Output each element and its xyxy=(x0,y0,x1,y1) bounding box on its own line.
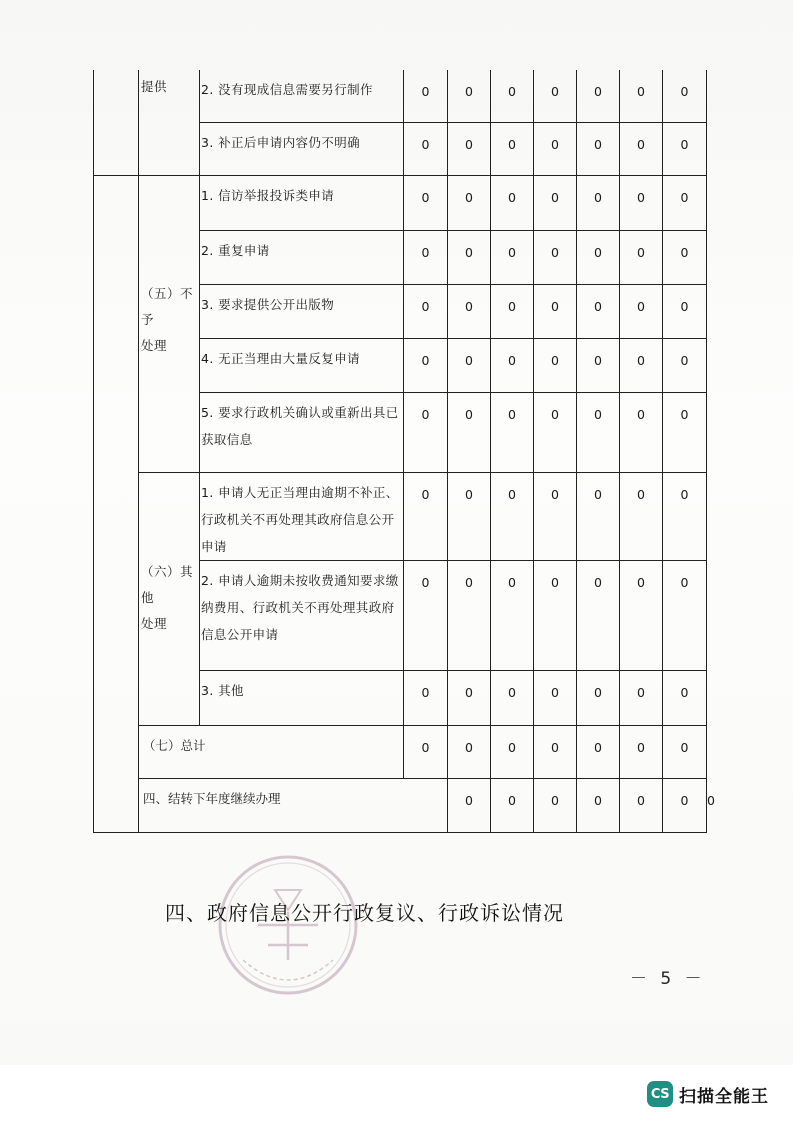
item-label: 3. 其他 xyxy=(200,670,404,725)
value-cell: 0 xyxy=(534,338,577,392)
value-cell: 0 xyxy=(620,284,663,338)
category-other-processing xyxy=(139,472,200,725)
value-cell: 0 xyxy=(620,778,663,832)
value-cell: 0 xyxy=(491,122,534,175)
value-cell: 0 xyxy=(577,392,620,472)
value-cell: 0 xyxy=(663,392,707,472)
value-cell: 0 xyxy=(534,472,577,560)
value-cell: 0 xyxy=(404,472,448,560)
item-label: 2. 重复申请 xyxy=(200,230,404,284)
value-cell: 0 xyxy=(534,392,577,472)
value-cell: 0 xyxy=(663,725,707,778)
value-cell: 0 xyxy=(577,230,620,284)
value-cell: 0 xyxy=(404,175,448,230)
section-heading: 四、政府信息公开行政复议、行政诉讼情况 xyxy=(165,901,564,925)
value-cell: 0 xyxy=(404,284,448,338)
category-not-processed xyxy=(139,175,200,472)
value-cell: 0 xyxy=(620,670,663,725)
value-cell: 0 xyxy=(491,230,534,284)
value-cell: 0 xyxy=(534,284,577,338)
value-cell: 0 xyxy=(404,338,448,392)
value-cell: 0 xyxy=(404,670,448,725)
value-cell: 0 xyxy=(577,725,620,778)
category-label-line1: （五）不予 xyxy=(141,285,194,327)
value-cell: 0 xyxy=(491,560,534,670)
brand-name: 扫描全能王 xyxy=(679,1086,769,1107)
value-cell: 0 xyxy=(534,725,577,778)
value-cell: 0 xyxy=(620,725,663,778)
value-cell: 0 xyxy=(663,175,707,230)
statistics-table xyxy=(93,70,707,833)
value-cell: 0 xyxy=(491,725,534,778)
value-cell: 0 xyxy=(577,560,620,670)
value-cell: 0 xyxy=(534,70,577,122)
value-cell: 0 xyxy=(491,392,534,472)
value-cell: 0 xyxy=(620,472,663,560)
value-cell: 0 xyxy=(577,122,620,175)
value-cell: 0 xyxy=(663,230,707,284)
value-cell: 0 xyxy=(448,230,491,284)
value-cell: 0 xyxy=(448,70,491,122)
value-cell: 0 xyxy=(448,472,491,560)
item-label: 2. 申请人逾期未按收费通知要求缴纳费用、行政机关不再处理其政府信息公开申请 xyxy=(200,560,404,670)
value-cell: 0 xyxy=(577,70,620,122)
value-cell: 0 xyxy=(448,122,491,175)
value-cell: 0 xyxy=(620,175,663,230)
value-cell: 0 xyxy=(620,122,663,175)
value-cell: 0 xyxy=(491,284,534,338)
value-cell: 0 xyxy=(448,560,491,670)
item-label: 1. 申请人无正当理由逾期不补正、行政机关不再处理其政府信息公开申请 xyxy=(200,472,404,560)
value-cell: 0 xyxy=(448,670,491,725)
value-cell: 0 xyxy=(577,778,620,832)
item-label: 5. 要求行政机关确认或重新出具已获取信息 xyxy=(200,392,404,472)
category-provide xyxy=(139,70,200,175)
category-label: 提供 xyxy=(141,79,168,94)
value-cell: 0 xyxy=(404,122,448,175)
item-label: 1. 信访举报投诉类申请 xyxy=(200,175,404,230)
value-cell: 0 xyxy=(663,778,707,832)
value-cell: 0 xyxy=(577,284,620,338)
value-cell: 0 xyxy=(491,472,534,560)
category-label-line1: （六）其他 xyxy=(141,563,194,605)
item-label: 3. 补正后申请内容仍不明确 xyxy=(200,122,404,175)
value-cell: 0 xyxy=(534,122,577,175)
value-cell: 0 xyxy=(620,230,663,284)
value-cell: 0 xyxy=(491,175,534,230)
table-spacer-cell xyxy=(94,175,139,832)
value-cell: 0 xyxy=(404,230,448,284)
value-cell: 0 xyxy=(448,725,491,778)
item-label: 3. 要求提供公开出版物 xyxy=(200,284,404,338)
value-cell: 0 xyxy=(663,284,707,338)
value-cell: 0 xyxy=(448,175,491,230)
table-spacer-cell xyxy=(94,70,139,175)
item-label: 4. 无正当理由大量反复申请 xyxy=(200,338,404,392)
table-row-carry-over xyxy=(94,778,707,832)
value-cell: 0 xyxy=(448,338,491,392)
cs-logo-icon: CS xyxy=(647,1081,673,1107)
table-row-total xyxy=(94,725,707,778)
value-cell: 0 xyxy=(491,70,534,122)
value-cell: 0 xyxy=(620,392,663,472)
scanner-watermark xyxy=(647,1081,769,1107)
value-cell: 0 xyxy=(577,338,620,392)
value-cell: 0 xyxy=(534,175,577,230)
value-cell: 0 xyxy=(663,670,707,725)
value-cell: 0 xyxy=(491,670,534,725)
page-number: － 5 － xyxy=(630,969,706,989)
category-label-line2: 处理 xyxy=(141,337,168,353)
value-cell: 0 xyxy=(491,338,534,392)
value-cell: 0 xyxy=(663,122,707,175)
value-cell: 0 xyxy=(620,338,663,392)
value-cell: 0 xyxy=(534,560,577,670)
item-label: 2. 没有现成信息需要另行制作 xyxy=(200,70,404,122)
value-cell: 0 xyxy=(663,70,707,122)
table-row xyxy=(94,472,707,560)
value-cell: 0 xyxy=(577,472,620,560)
value-cell: 0 xyxy=(404,560,448,670)
table-row xyxy=(94,70,707,122)
total-label: （七）总计 xyxy=(139,725,404,778)
value-cell: 0 xyxy=(404,392,448,472)
value-cell: 0 xyxy=(620,560,663,670)
value-cell: 0 xyxy=(577,670,620,725)
value-cell: 0 xyxy=(577,175,620,230)
value-cell: 0 xyxy=(534,778,577,832)
value-cell: 0 xyxy=(620,70,663,122)
value-cell: 0 xyxy=(404,70,448,122)
value-cell: 0 xyxy=(663,560,707,670)
value-cell: 0 xyxy=(663,472,707,560)
value-cell: 0 xyxy=(448,392,491,472)
value-cell: 0 xyxy=(448,284,491,338)
table-row xyxy=(94,175,707,230)
value-cell: 0 xyxy=(663,338,707,392)
value-cell: 0 xyxy=(448,778,491,832)
carry-over-label: 四、结转下年度继续办理 xyxy=(139,778,448,832)
value-cell: 0 xyxy=(534,230,577,284)
value-cell: 0 xyxy=(404,725,448,778)
value-cell: 0 xyxy=(491,778,534,832)
value-cell: 0 xyxy=(534,670,577,725)
category-label-line2: 处理 xyxy=(141,615,168,631)
